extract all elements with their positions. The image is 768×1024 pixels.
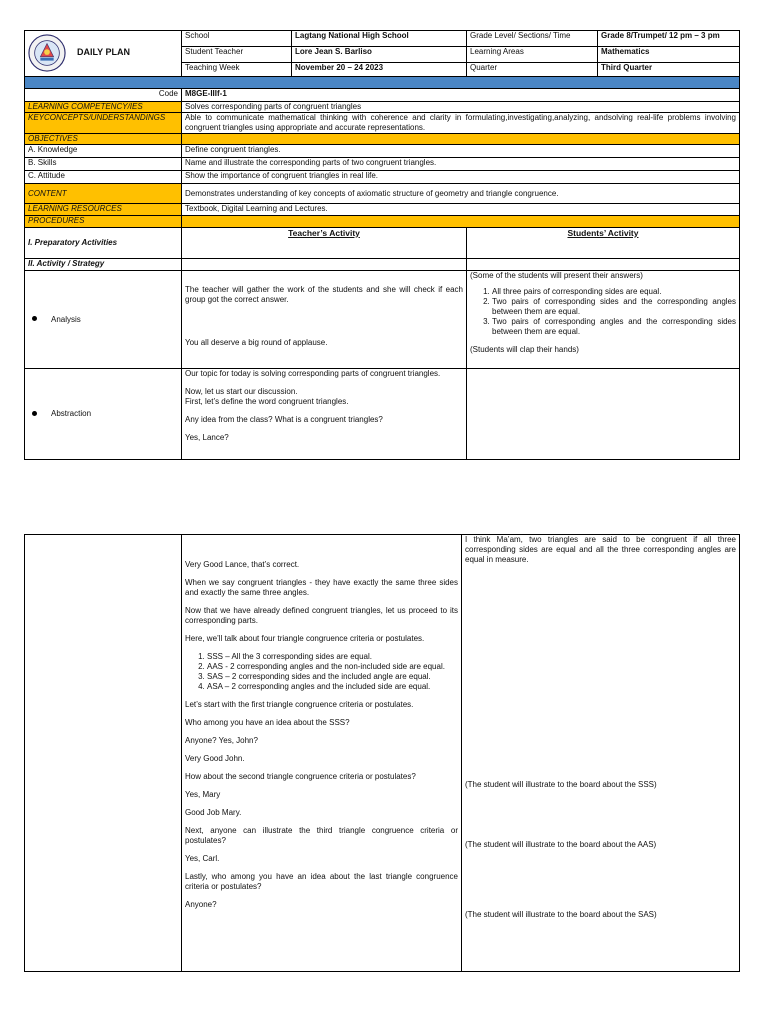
quarter-label: Quarter xyxy=(467,63,598,77)
teacher-line: Anyone? Yes, John? xyxy=(185,736,258,745)
abstraction-text-2: Now, let us start our discussion. xyxy=(185,387,298,396)
analysis-teacher-text-2: You all deserve a big round of applause. xyxy=(185,338,328,347)
content-label: CONTENT xyxy=(25,184,182,204)
week-value: November 20 – 24 2023 xyxy=(292,63,467,77)
teacher-line: Lastly, who among you have an idea about the last triangle congruence criteria or postulates? xyxy=(185,872,458,891)
week-label: Teaching Week xyxy=(182,63,292,77)
student-answer: I think Ma’am, two triangles are said to be congruent if all three corresponding sides are equal and all the three corresponding angles are equal in measure. xyxy=(465,535,736,564)
school-value: Lagtang National High School xyxy=(292,31,467,47)
attitude-value: Show the importance of congruent triangles in real life. xyxy=(182,171,740,184)
prep-label: I. Preparatory Activities xyxy=(25,228,182,259)
procedures-label: PROCEDURES xyxy=(25,216,182,228)
procedures-fill xyxy=(182,216,740,228)
knowledge-value: Define congruent triangles. xyxy=(182,145,740,158)
analysis-teacher-text-1: The teacher will gather the work of the students and she will check if each group got the correct answer. xyxy=(185,285,463,304)
student-line-sss: (The student will illustrate to the board about the SSS) xyxy=(465,780,657,789)
list-item: 3. Two pairs of corresponding angles and the corresponding sides between them are equal. xyxy=(492,317,736,337)
teacher-line: When we say congruent triangles - they have exactly the same three sides and exactly the same three angles. xyxy=(185,578,458,597)
abstraction-label: Abstraction xyxy=(51,409,92,418)
abstraction-students-cell xyxy=(467,369,740,460)
teacher-line: Very Good Lance, that’s correct. xyxy=(185,560,300,569)
quarter-value: Third Quarter xyxy=(598,63,740,77)
abstraction-text-5: Yes, Lance? xyxy=(185,433,229,442)
school-label: School xyxy=(182,31,292,47)
teacher-line: Next, anyone can illustrate the third triangle congruence criteria or postulates? xyxy=(185,826,458,845)
teacher-line: Good Job Mary. xyxy=(185,808,242,817)
teacher-label: Student Teacher xyxy=(182,47,292,63)
grade-value: Grade 8/Trumpet/ 12 pm – 3 pm xyxy=(598,31,740,47)
student-line-aas: (The student will illustrate to the board about the AAS) xyxy=(465,840,657,849)
objectives-fill xyxy=(182,134,740,145)
attitude-label: C. Attitude xyxy=(25,171,182,184)
continued-teacher-cell xyxy=(182,535,462,972)
teacher-line: Who among you have an idea about the SSS? xyxy=(185,718,350,727)
deped-seal-icon xyxy=(28,34,66,72)
area-label: Learning Areas xyxy=(467,47,598,63)
teacher-line: Anyone? xyxy=(185,900,217,909)
daily-plan-table-continued xyxy=(24,534,740,972)
teacher-line: Yes, Carl. xyxy=(185,854,220,863)
continued-students-cell xyxy=(462,535,740,972)
activity-label: II. Activity / Strategy xyxy=(25,259,182,271)
teacher-line: How about the second triangle congruence criteria or postulates? xyxy=(185,772,416,781)
teacher-activity-header: Teacher’s Activity xyxy=(288,228,360,238)
list-item: 3. SAS – 2 corresponding sides and the included angle are equal. xyxy=(207,672,458,682)
list-item: 2. Two pairs of corresponding sides and the corresponding angles between them are equal. xyxy=(492,297,736,317)
content-value: Demonstrates understanding of key concepts of axiomatic structure of geometry and triangle congruence. xyxy=(182,184,740,204)
abstraction-text-4: Any idea from the class? What is a congruent triangles? xyxy=(185,415,383,424)
abstraction-text-3: First, let’s define the word congruent triangles. xyxy=(185,397,349,406)
list-item: 4. ASA – 2 corresponding angles and the included side are equal. xyxy=(207,682,458,692)
code-value: M8GE-IIIf-1 xyxy=(182,89,740,102)
daily-plan-table xyxy=(24,30,740,460)
area-value: Mathematics xyxy=(598,47,740,63)
list-item: 1. SSS – All the 3 corresponding sides are equal. xyxy=(207,652,458,662)
code-label: Code xyxy=(25,89,182,102)
student-line-sas: (The student will illustrate to the board about the SAS) xyxy=(465,910,657,919)
teacher-line: Very Good John. xyxy=(185,754,245,763)
activity-students-cell xyxy=(467,259,740,271)
abstraction-teacher-cell xyxy=(182,369,467,460)
teacher-line: Now that we have already defined congruent triangles, let us proceed to its corresponding parts. xyxy=(185,606,458,625)
students-activity-header: Students’ Activity xyxy=(567,228,639,238)
daily-plan-title: DAILY PLAN xyxy=(77,47,131,57)
header-logo-cell xyxy=(25,31,182,77)
resources-value: Textbook, Digital Learning and Lectures. xyxy=(182,204,740,216)
analysis-label: Analysis xyxy=(51,314,81,324)
knowledge-label: A. Knowledge xyxy=(25,145,182,158)
continued-label-cell xyxy=(25,535,182,972)
analysis-students-list xyxy=(470,287,736,337)
concepts-label: KEYCONCEPTS/UNDERSTANDINGS xyxy=(25,113,182,134)
criteria-list xyxy=(185,652,458,692)
analysis-students-clap: (Students will clap their hands) xyxy=(470,345,579,354)
bullet-icon xyxy=(32,316,37,321)
analysis-teacher-cell xyxy=(182,271,467,369)
list-item: 1. All three pairs of corresponding sides are equal. xyxy=(492,287,736,297)
concepts-value: Able to communicate mathematical thinking with coherence and clarity in formulating,investigating,analyzing, andsolving real-life problems involving congruent triangles using appropriate and accurate representations. xyxy=(182,113,740,134)
analysis-students-cell xyxy=(467,271,740,369)
teacher-value: Lore Jean S. Barliso xyxy=(292,47,467,63)
list-item: 2. AAS - 2 corresponding angles and the non-included side are equal. xyxy=(207,662,458,672)
resources-label: LEARNING RESOURCES xyxy=(25,204,182,216)
competency-label: LEARNING COMPETENCY/IES xyxy=(25,102,182,113)
teacher-line: Let’s start with the first triangle congruence criteria or postulates. xyxy=(185,700,414,709)
analysis-label-cell xyxy=(25,271,182,369)
bullet-icon xyxy=(32,411,37,416)
divider-bar xyxy=(25,77,740,89)
skills-label: B. Skills xyxy=(25,158,182,171)
teacher-line: Here, we’ll talk about four triangle congruence criteria or postulates. xyxy=(185,634,425,643)
analysis-students-intro: (Some of the students will present their answers) xyxy=(470,271,643,280)
abstraction-text-1: Our topic for today is solving corresponding parts of congruent triangles. xyxy=(185,369,441,378)
objectives-label: OBJECTIVES xyxy=(25,134,182,145)
abstraction-label-cell xyxy=(25,369,182,460)
competency-value: Solves corresponding parts of congruent triangles xyxy=(182,102,740,113)
activity-teacher-cell xyxy=(182,259,467,271)
grade-label: Grade Level/ Sections/ Time xyxy=(467,31,598,47)
teacher-line: Yes, Mary xyxy=(185,790,221,799)
skills-value: Name and illustrate the corresponding parts of two congruent triangles. xyxy=(182,158,740,171)
